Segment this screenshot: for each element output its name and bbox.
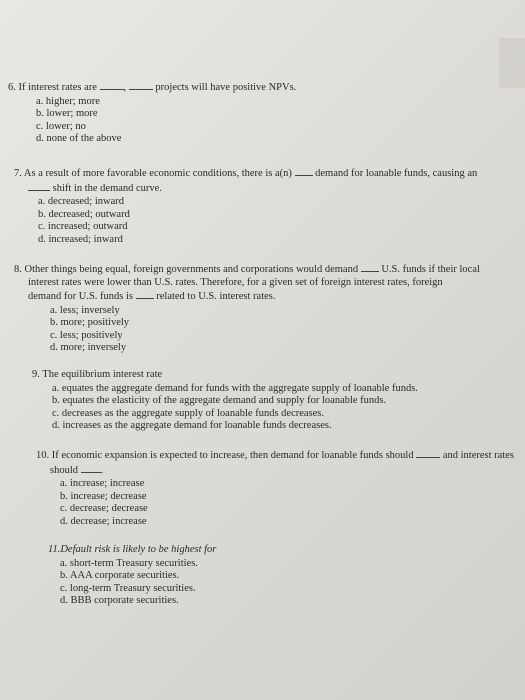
option: b. AAA corporate securities. [60, 570, 180, 581]
question-7-stem: 7. As a result of more favorable economic conditions, there is a(n) demand for loanable funds, causing an [14, 168, 478, 179]
option: d. none of the above [36, 133, 122, 144]
question-9-stem: 9. The equilibrium interest rate [32, 369, 163, 380]
answer-blank [361, 262, 379, 272]
option: b. lower; more [36, 108, 98, 119]
question-8-options [14, 305, 480, 355]
option: b. equates the elasticity of the aggregate demand and supply for loanable funds. [52, 395, 387, 406]
option: a. decreased; inward [38, 196, 124, 207]
question-7 [14, 166, 477, 246]
option: d. increased; inward [38, 233, 123, 245]
option: a. short-term Treasury securities. [60, 557, 198, 569]
option: c. decrease; decrease [60, 503, 148, 514]
option: b. increase; decrease [60, 490, 147, 502]
question-6 [8, 80, 296, 146]
question-9-options [32, 383, 418, 433]
option: a. higher; more [36, 95, 100, 107]
option: d. more; inversely [50, 342, 127, 353]
page-corner-shadow [499, 38, 525, 88]
option: a. increase; increase [60, 478, 145, 489]
option: d. decrease; increase [60, 515, 147, 527]
option: d. increases as the aggregate demand for loanable funds decreases. [52, 420, 332, 431]
question-6-stem: 6. If interest rates are , projects will have positive NPVs. [8, 82, 297, 93]
option: c. less; positively [50, 329, 123, 341]
question-6-options [8, 96, 296, 146]
option: c. decreases as the aggregate supply of loanable funds decreases. [52, 407, 325, 419]
option: c. lower; no [36, 120, 86, 132]
answer-blank [416, 448, 440, 458]
question-8 [14, 262, 480, 355]
question-10-stem-line2: should . [50, 464, 104, 476]
answer-blank [28, 181, 50, 191]
question-11-stem: 11.Default risk is likely to be highest for [48, 544, 217, 555]
option: b. more; positively [50, 317, 130, 328]
question-7-stem-line2: shift in the demand curve. [14, 181, 477, 196]
question-10-stem: 10. If economic expansion is expected to increase, then demand for loanable funds should and interest rates [36, 450, 514, 461]
question-8-stem-line2: interest rates were lower than U.S. rates. Therefore, for a given set of foreign interest rates, foreign [28, 276, 443, 288]
option: d. BBB corporate securities. [60, 595, 179, 606]
answer-blank [136, 289, 154, 299]
answer-blank [295, 166, 313, 176]
option: b. decreased; outward [38, 208, 130, 220]
option: c. increased; outward [38, 221, 128, 232]
answer-blank [129, 80, 153, 90]
question-7-options [14, 196, 477, 246]
answer-blank [81, 463, 101, 473]
option: a. equates the aggregate demand for funds with the aggregate supply of loanable funds. [52, 382, 418, 394]
question-8-stem-line3: demand for U.S. funds is related to U.S. interest rates. [28, 291, 276, 302]
question-10 [36, 448, 514, 528]
option: c. long-term Treasury securities. [60, 582, 196, 594]
question-9 [32, 369, 418, 433]
option: a. less; inversely [50, 304, 120, 316]
answer-blank [100, 80, 124, 90]
question-8-stem: 8. Other things being equal, foreign governments and corporations would demand U.S. funds if their local [14, 264, 480, 275]
question-10-options [36, 478, 514, 528]
question-11 [48, 544, 216, 608]
question-11-options [48, 558, 216, 608]
